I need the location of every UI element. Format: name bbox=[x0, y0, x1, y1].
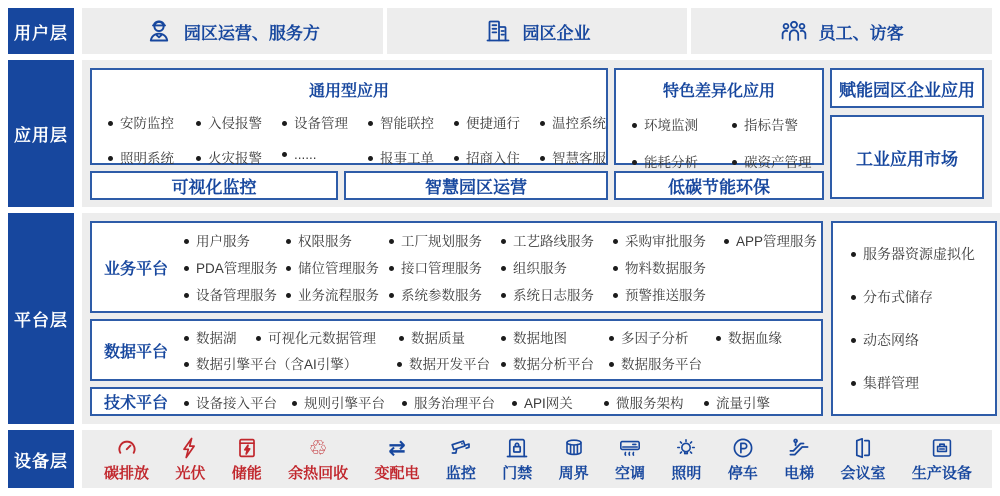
device-layer-content bbox=[82, 430, 992, 488]
device-item bbox=[559, 436, 589, 483]
perimeter-icon bbox=[562, 436, 586, 460]
user-group-label: 园区企业 bbox=[522, 23, 591, 43]
device-label: 监控 bbox=[445, 464, 476, 482]
bullet-item: 工艺路线服务 bbox=[501, 230, 613, 250]
device-item bbox=[615, 436, 645, 483]
machine-icon bbox=[930, 436, 954, 460]
bullet-item: 环境监测 bbox=[632, 114, 732, 134]
bullet-item: 服务治理平台 bbox=[402, 392, 512, 412]
device-item bbox=[502, 436, 532, 483]
building-icon bbox=[484, 17, 512, 45]
bullet-item: 物料数据服务 bbox=[613, 257, 724, 277]
operator-icon bbox=[145, 17, 173, 45]
recycle-icon: ♲ bbox=[308, 435, 328, 460]
bullet-item: 用户服务 bbox=[184, 230, 286, 250]
bullet-item: 可视化元数据管理 bbox=[256, 327, 399, 347]
application-layer-label: 应用层 bbox=[8, 60, 74, 207]
battery-storage-icon bbox=[235, 436, 259, 460]
gauge-icon bbox=[115, 436, 139, 460]
business-platform-row bbox=[184, 230, 817, 250]
bullet-item: 采购审批服务 bbox=[613, 230, 724, 250]
device-item bbox=[104, 436, 149, 483]
application-layer bbox=[8, 60, 992, 207]
infrastructure-box bbox=[831, 221, 997, 416]
bullet-item: 权限服务 bbox=[286, 230, 389, 250]
bullet-item: 设备接入平台 bbox=[184, 392, 292, 412]
cctv-icon bbox=[449, 436, 473, 460]
empower-enterprise-apps-box: 赋能园区企业应用 bbox=[830, 68, 984, 108]
bullet-item: 数据质量 bbox=[399, 327, 501, 347]
bullet-item: 数据地图 bbox=[501, 327, 609, 347]
device-label: 停车 bbox=[727, 464, 758, 482]
bullet-item: APP管理服务 bbox=[724, 230, 817, 250]
bullet-item: 动态网络 bbox=[851, 330, 975, 350]
device-layer-label: 设备层 bbox=[8, 430, 74, 488]
user-group-staff-visitors bbox=[691, 8, 992, 54]
bullet-item: 服务器资源虚拟化 bbox=[851, 244, 975, 264]
bullet-item: 数据分析平台 bbox=[501, 353, 609, 373]
bullet-item: 便捷通行 bbox=[454, 112, 540, 132]
device-item bbox=[912, 436, 972, 483]
bullet-item: 数据服务平台 bbox=[609, 353, 817, 373]
special-apps-items bbox=[616, 101, 822, 171]
platform-layer-content bbox=[82, 213, 1000, 424]
people-icon bbox=[780, 17, 808, 45]
bullet-item: 指标告警 bbox=[732, 114, 822, 134]
bullet-item: 储位管理服务 bbox=[286, 257, 389, 277]
data-platform-title: 数据平台 bbox=[104, 343, 169, 361]
business-platform-title: 业务平台 bbox=[104, 260, 169, 278]
bullet-item: 温控系统 bbox=[540, 112, 606, 132]
bullet-item: 智慧客服 bbox=[540, 147, 606, 167]
banner-smart-park-operation: 智慧园区运营 bbox=[344, 171, 608, 200]
bullet-item: PDA管理服务 bbox=[184, 257, 286, 277]
swap-arrows-icon: ⇄ bbox=[388, 435, 406, 460]
data-platform-box bbox=[90, 319, 823, 381]
bullet-item: 照明系统 bbox=[108, 147, 196, 167]
bullet-item: ...... bbox=[282, 147, 368, 167]
device-label: 储能 bbox=[231, 464, 262, 482]
bullet-item: API网关 bbox=[512, 392, 604, 412]
data-platform-row bbox=[184, 327, 817, 347]
air-conditioner-icon bbox=[618, 436, 642, 460]
bullet-item: 工厂规划服务 bbox=[389, 230, 501, 250]
general-apps-items bbox=[92, 101, 606, 167]
bullet-item: 数据湖 bbox=[184, 327, 256, 347]
general-apps-box bbox=[90, 68, 608, 165]
business-platform-row bbox=[184, 284, 817, 304]
banner-low-carbon: 低碳节能环保 bbox=[614, 171, 824, 200]
bullet-item: 多因子分析 bbox=[609, 327, 716, 347]
special-apps-title: 特色差异化应用 bbox=[662, 83, 775, 100]
bullet-item: 智能联控 bbox=[368, 112, 454, 132]
light-bulb-icon bbox=[674, 436, 698, 460]
bullet-item: 火灾报警 bbox=[196, 147, 282, 167]
device-label: 电梯 bbox=[784, 464, 815, 482]
tech-platform-row bbox=[184, 392, 817, 412]
door-lock-icon bbox=[505, 436, 529, 460]
parking-icon bbox=[731, 436, 755, 460]
device-item bbox=[375, 436, 420, 483]
bullet-item: 系统日志服务 bbox=[501, 284, 613, 304]
device-label: 碳排放 bbox=[104, 464, 150, 482]
device-label: 生产设备 bbox=[911, 464, 972, 482]
app-middle-column bbox=[614, 68, 824, 199]
tech-platform-title: 技术平台 bbox=[104, 395, 169, 412]
business-platform-items bbox=[184, 223, 817, 311]
business-platform-row bbox=[184, 257, 817, 277]
user-layer-label: 用户层 bbox=[8, 8, 74, 54]
platform-left-column bbox=[90, 221, 823, 416]
bullet-item: 能耗分析 bbox=[632, 151, 732, 171]
tech-platform-items bbox=[184, 389, 817, 414]
business-platform-box bbox=[90, 221, 823, 313]
device-item bbox=[784, 436, 814, 483]
device-label: 照明 bbox=[671, 464, 702, 482]
user-group-enterprises bbox=[387, 8, 688, 54]
device-label: 空调 bbox=[615, 464, 646, 482]
data-platform-row bbox=[184, 353, 817, 373]
infrastructure-items bbox=[851, 244, 975, 393]
bullet-item: 报事工单 bbox=[368, 147, 454, 167]
device-label: 周界 bbox=[558, 464, 589, 482]
bullet-item: 组织服务 bbox=[501, 257, 613, 277]
bullet-item: 入侵报警 bbox=[196, 112, 282, 132]
bullet-item: 设备管理 bbox=[282, 112, 368, 132]
device-item bbox=[232, 436, 262, 483]
special-apps-box bbox=[614, 68, 824, 170]
app-left-banners bbox=[90, 171, 608, 200]
device-label: 余热回收 bbox=[288, 464, 349, 482]
platform-layer bbox=[8, 213, 992, 424]
device-item bbox=[671, 436, 701, 483]
app-left-column bbox=[90, 68, 608, 199]
user-group-label: 员工、访客 bbox=[818, 23, 904, 43]
bullet-item: 业务流程服务 bbox=[286, 284, 389, 304]
bullet-item: 招商入住 bbox=[454, 147, 540, 167]
bullet-item: 接口管理服务 bbox=[389, 257, 501, 277]
bullet-item: 分布式储存 bbox=[851, 287, 975, 307]
bullet-item: 微服务架构 bbox=[604, 392, 704, 412]
lightning-icon bbox=[178, 436, 202, 460]
user-layer bbox=[8, 8, 992, 54]
user-layer-content bbox=[82, 8, 992, 54]
bullet-item: 碳资产管理 bbox=[732, 151, 822, 171]
bullet-item: 数据血缘 bbox=[716, 327, 817, 347]
platform-layer-label: 平台层 bbox=[8, 213, 74, 424]
general-apps-title: 通用型应用 bbox=[308, 83, 389, 100]
device-layer bbox=[8, 430, 992, 488]
industrial-app-market-box: 工业应用市场 bbox=[830, 115, 984, 199]
device-item bbox=[446, 436, 476, 483]
application-layer-content bbox=[82, 60, 992, 207]
bullet-item: 安防监控 bbox=[108, 112, 196, 132]
tech-platform-box bbox=[90, 387, 823, 416]
user-group-operators bbox=[82, 8, 383, 54]
device-item bbox=[728, 436, 758, 483]
bullet-item: 数据开发平台 bbox=[397, 353, 501, 373]
meeting-room-icon bbox=[851, 436, 875, 460]
device-item bbox=[841, 436, 886, 483]
bullet-item: 集群管理 bbox=[851, 373, 975, 393]
device-item bbox=[288, 436, 348, 483]
bullet-item: 规则引擎平台 bbox=[292, 392, 402, 412]
device-label: 光伏 bbox=[175, 464, 206, 482]
bullet-item: 预警推送服务 bbox=[613, 284, 724, 304]
bullet-item: 设备管理服务 bbox=[184, 284, 286, 304]
banner-visual-monitoring: 可视化监控 bbox=[90, 171, 338, 200]
device-label: 变配电 bbox=[374, 464, 420, 482]
device-item bbox=[175, 436, 205, 483]
data-platform-items bbox=[184, 321, 817, 379]
device-label: 门禁 bbox=[502, 464, 533, 482]
user-group-label: 园区运营、服务方 bbox=[183, 23, 320, 43]
device-label: 会议室 bbox=[840, 464, 886, 482]
bullet-item: 数据引擎平台（含AI引擎） bbox=[184, 353, 397, 373]
bullet-item: 流量引擎 bbox=[704, 392, 817, 412]
app-right-column bbox=[830, 68, 984, 199]
bullet-item: 系统参数服务 bbox=[389, 284, 501, 304]
escalator-icon bbox=[787, 436, 811, 460]
